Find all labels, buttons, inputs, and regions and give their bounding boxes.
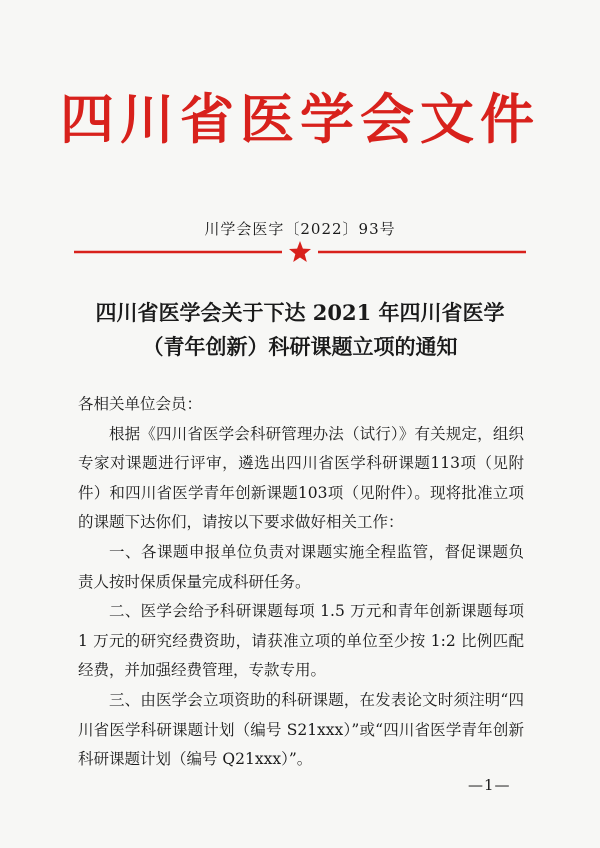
org-header-title: 四川省医学会文件 (60, 87, 540, 151)
red-rule-with-star (74, 240, 526, 262)
notice-title (0, 296, 600, 364)
notice-body (78, 390, 524, 775)
salutation: 各相关单位会员： (78, 395, 203, 413)
body-paragraph-intro: 根据《四川省医学会科研管理办法（试行）》有关规定，组织专家对课题进行评审，遴选出四川省医学科研课题113项（见附件）和四川省医学青年创新课题103项（见附件）。现将批准立项的课题下达你们，请按以下要求做好相关工作： (78, 424, 524, 532)
page-number: —1— (468, 776, 511, 794)
star-icon (289, 241, 311, 262)
body-paragraph-item-2: 二、医学会给予科研课题每项 1.5 万元和青年创新课题每项 1 万元的研究经费资助，请获准立项的单位至少按 1:2 比例匹配经费，并加强经费管理，专款专用。 (78, 602, 524, 680)
document-number: 川学会医字〔2022〕93号 (204, 220, 396, 238)
body-paragraph-item-3: 三、由医学会立项资助的科研课题，在发表论文时须注明“四川省医学科研课题计划（编号 S21xxx）”或“四川省医学青年创新科研课题计划（编号 Q21xxx）”。 (78, 690, 524, 769)
body-paragraph-item-1: 一、各课题申报单位负责对课题实施全程监管，督促课题负责人按时保质保量完成科研任务。 (78, 542, 524, 591)
notice-title-line-1: 四川省医学会关于下达 2021 年四川省医学 (95, 300, 505, 325)
notice-title-line-2: （青年创新）科研课题立项的通知 (142, 334, 458, 359)
